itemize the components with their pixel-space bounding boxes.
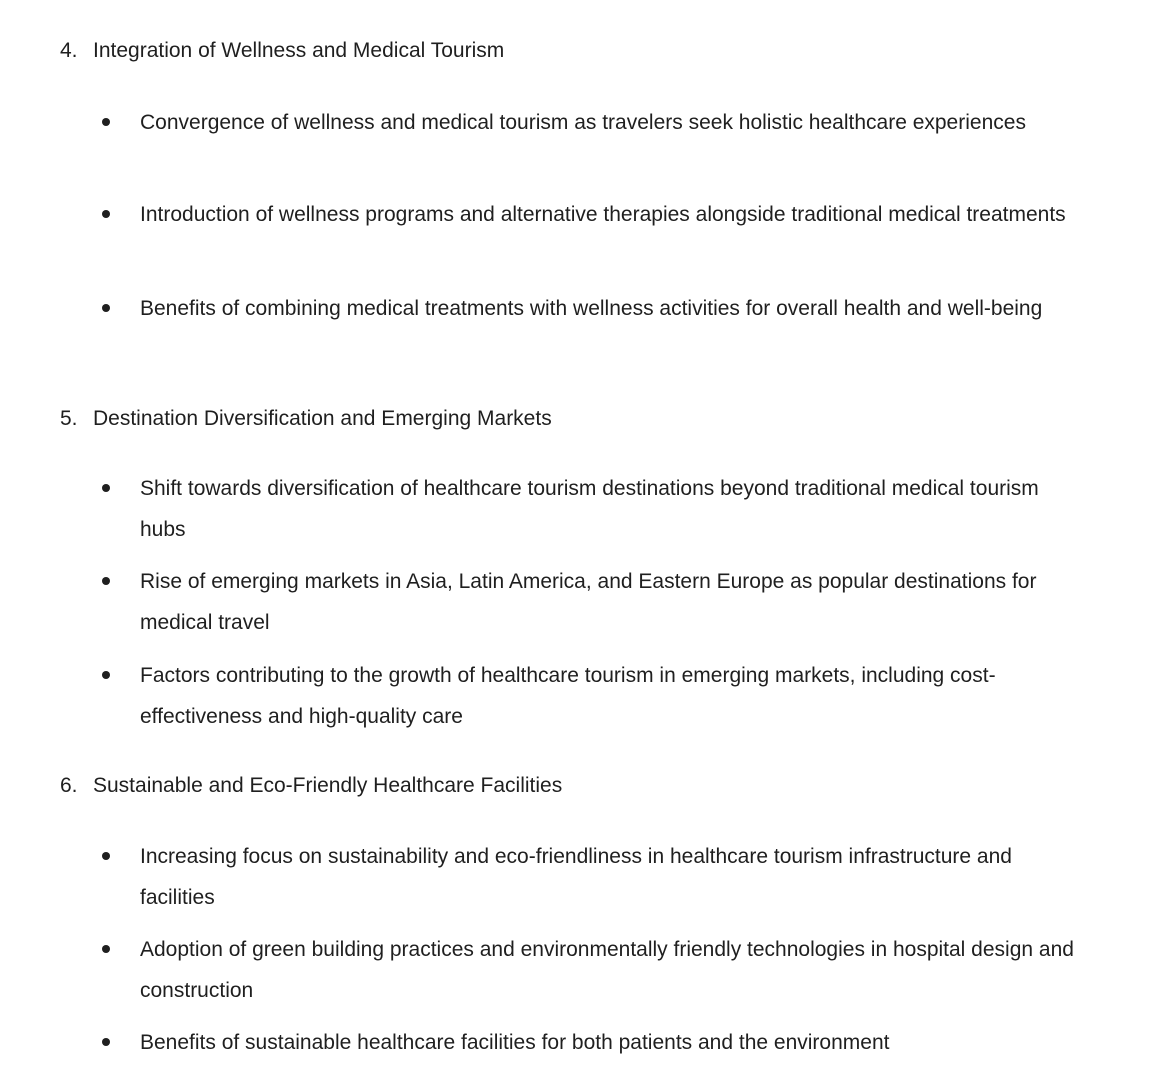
bullet-icon [98, 836, 140, 918]
list-item-text: Benefits of combining medical treatments with wellness activities for overall health and well-being [140, 297, 1043, 320]
section-title: Sustainable and Eco-Friendly Healthcare Facilities [93, 774, 563, 797]
list-item-text: Introduction of wellness programs and alternative therapies alongside traditional medical treatments [140, 203, 1066, 226]
list-item [98, 836, 1098, 918]
list-item [98, 929, 1098, 1011]
section-number: 6. [60, 774, 78, 797]
bullet-icon [98, 102, 140, 143]
bullet-icon [98, 1022, 140, 1063]
section-number: 5. [60, 407, 78, 430]
list-item [98, 102, 1098, 143]
list-item-text: Rise of emerging markets in Asia, Latin America, and Eastern Europe as popular destinations for medical travel [140, 570, 1037, 634]
section-number: 4. [60, 39, 78, 62]
list-item-text: Factors contributing to the growth of healthcare tourism in emerging markets, including cost-effectiveness and high-quality care [140, 664, 996, 728]
list-item-text: Shift towards diversification of healthcare tourism destinations beyond traditional medical tourism hubs [140, 477, 1039, 541]
bullet-icon [98, 194, 140, 235]
bullet-icon [98, 655, 140, 737]
bullet-icon [98, 288, 140, 329]
bullet-icon [98, 561, 140, 643]
list-item [98, 194, 1098, 235]
list-item-text: Adoption of green building practices and environmentally friendly technologies in hospital design and construction [140, 938, 1074, 1002]
bullet-icon [98, 929, 140, 1011]
list-item [98, 468, 1098, 550]
section-title: Integration of Wellness and Medical Tourism [93, 39, 505, 62]
list-item [98, 655, 1098, 737]
list-item-text: Increasing focus on sustainability and eco-friendliness in healthcare tourism infrastructure and facilities [140, 845, 1012, 909]
section-heading [60, 772, 562, 800]
section-title: Destination Diversification and Emerging Markets [93, 407, 552, 430]
section-heading [60, 37, 504, 65]
list-item [98, 288, 1098, 329]
section-heading [60, 405, 552, 433]
list-item [98, 561, 1098, 643]
list-item [98, 1022, 1098, 1063]
list-item-text: Benefits of sustainable healthcare facilities for both patients and the environment [140, 1031, 890, 1054]
list-item-text: Convergence of wellness and medical tourism as travelers seek holistic healthcare experiences [140, 111, 1026, 134]
bullet-icon [98, 468, 140, 550]
